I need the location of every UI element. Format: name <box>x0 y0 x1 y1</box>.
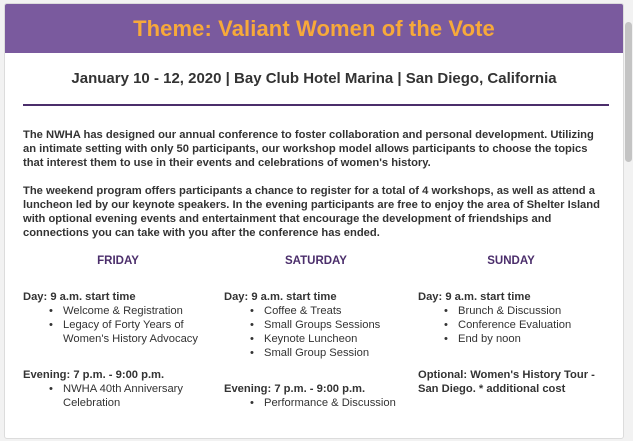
list-item: • Welcome & Registration <box>63 304 223 318</box>
theme-title: Theme: Valiant Women of the Vote <box>133 15 495 41</box>
friday-evening-list <box>23 382 223 410</box>
saturday-column <box>224 254 416 410</box>
list-item: • End by noon <box>458 332 608 346</box>
sunday-day-list <box>418 304 608 346</box>
page-scrollbar[interactable] <box>624 0 633 441</box>
list-item: • Conference Evaluation <box>458 318 608 332</box>
friday-evening-label: Evening: 7 p.m. - 9:00 p.m. <box>23 369 165 381</box>
schedule-columns <box>5 254 623 439</box>
divider <box>23 104 609 106</box>
sunday-heading: SUNDAY <box>487 255 535 267</box>
friday-day-label: Day: 9 a.m. start time <box>23 291 136 303</box>
intro-paragraph: The NWHA has designed our annual conference to foster collaboration and personal development. Utilizing an intimate setting with only 50 participants, our workshop model allows participants to choose the topics that interest them to use in their events and celebrations of women's history. <box>23 129 594 169</box>
list-item: • Brunch & Discussion <box>458 304 608 318</box>
conference-card <box>4 3 624 439</box>
list-item: • Keynote Luncheon <box>264 332 416 346</box>
saturday-evening-list <box>224 396 416 410</box>
list-item: • NWHA 40th Anniversary Celebration <box>63 382 223 410</box>
scrollbar-thumb[interactable] <box>625 22 632 162</box>
list-item: • Legacy of Forty Years of Women's History Advocacy <box>63 318 223 346</box>
program-paragraph: The weekend program offers participants a chance to register for a total of 4 workshops, as well as attend a luncheon led by our keynote speakers. In the evening participants are free to enjoy the area of Shelter Island with optional evening events and entertainment that encourage the development of friendships and connections you can take with you after the conference has ended. <box>23 185 600 239</box>
saturday-day-label: Day: 9 a.m. start time <box>224 291 337 303</box>
list-item: • Performance & Discussion <box>264 396 416 410</box>
sunday-optional-note: Optional: Women's History Tour - San Diego. * additional cost <box>418 369 595 395</box>
sunday-day-label: Day: 9 a.m. start time <box>418 291 531 303</box>
list-item: • Small Group Session <box>264 346 416 360</box>
saturday-evening-label: Evening: 7 p.m. - 9:00 p.m. <box>224 383 366 395</box>
list-item: • Coffee & Treats <box>264 304 416 318</box>
saturday-day-list <box>224 304 416 360</box>
theme-banner <box>5 4 623 53</box>
friday-column <box>23 254 223 410</box>
friday-heading: FRIDAY <box>97 255 139 267</box>
sunday-column <box>418 254 608 396</box>
event-details: January 10 - 12, 2020 | Bay Club Hotel Marina | San Diego, California <box>71 70 557 87</box>
friday-day-list <box>23 304 223 346</box>
list-item: • Small Groups Sessions <box>264 318 416 332</box>
saturday-heading: SATURDAY <box>285 255 347 267</box>
